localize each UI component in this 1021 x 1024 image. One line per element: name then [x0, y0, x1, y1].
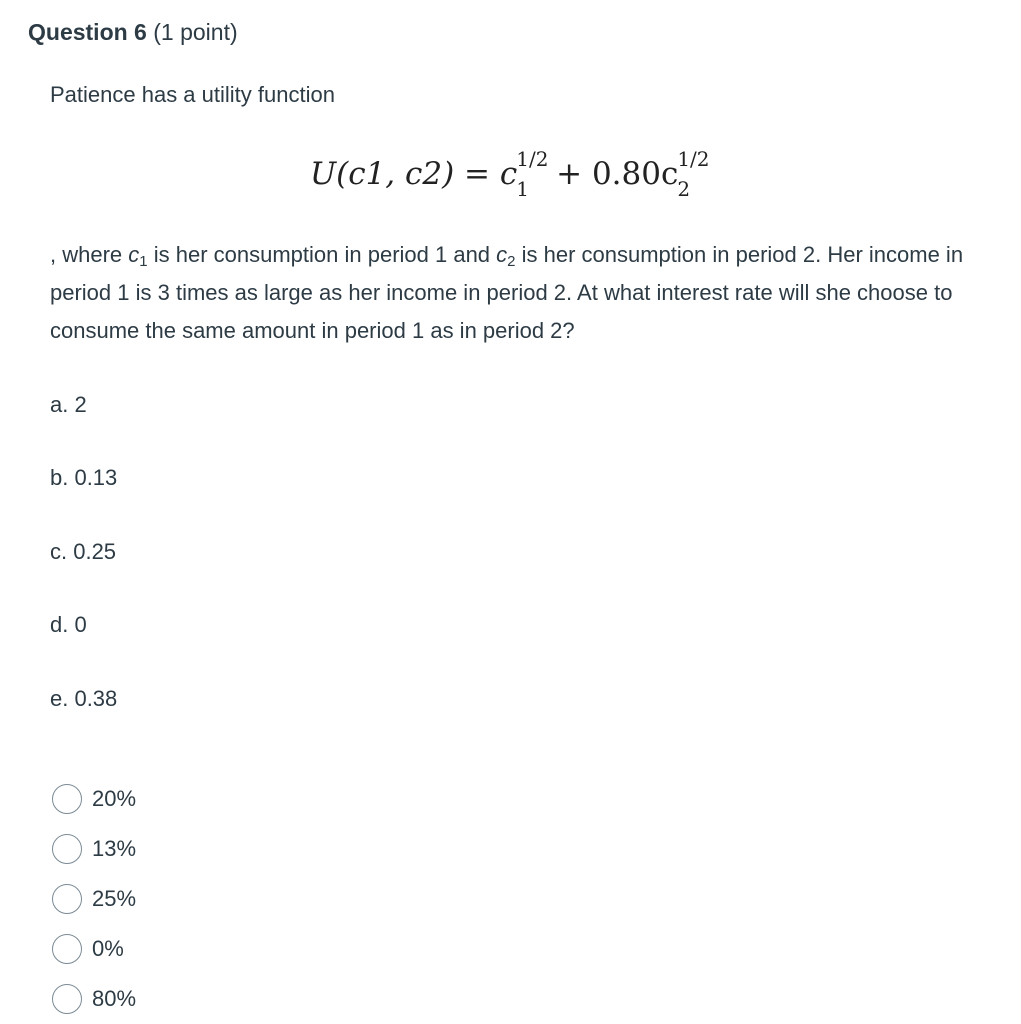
answer-option-80[interactable]	[52, 974, 136, 1024]
answer-option-20[interactable]	[52, 774, 136, 824]
answer-option-0[interactable]	[52, 924, 136, 974]
formula-term1-scripts	[516, 146, 549, 206]
answer-label: 0%	[92, 936, 124, 961]
formula-lhs: U(c1, c2) = c	[310, 156, 518, 192]
question-header	[28, 16, 238, 48]
question-intro: Patience has a utility function	[50, 82, 335, 107]
var-c2: $c_2$	[496, 242, 516, 270]
choice-b: b. 0.13	[50, 465, 118, 490]
question-body	[50, 236, 1000, 350]
answer-option-25[interactable]	[52, 874, 136, 924]
formula-subscript-1: 1	[516, 176, 529, 201]
choice-c: c. 0.25	[50, 539, 117, 564]
body-part3: is her consumption in period 2. Her income in period 1 is 3 times as large as her income in period 2. At what interest rate will she choose to consume the same amount in period 1 as in period 2?	[50, 242, 964, 343]
formula-exponent-2: 1/2	[677, 146, 710, 171]
question-title: Question 6	[28, 19, 147, 45]
answer-label: 25%	[92, 886, 137, 911]
radio-button[interactable]	[52, 984, 82, 1014]
radio-button[interactable]	[52, 884, 82, 914]
body-part2: is her consumption in period 1 and	[147, 242, 497, 267]
choice-e: e. 0.38	[50, 686, 118, 711]
body-lead: , where	[50, 242, 129, 267]
answer-options	[52, 774, 136, 1024]
radio-button[interactable]	[52, 834, 82, 864]
radio-button[interactable]	[52, 784, 82, 814]
formula-exponent-1: 1/2	[516, 146, 549, 171]
choice-a: a. 2	[50, 392, 87, 417]
utility-formula	[310, 144, 710, 206]
answer-label: 80%	[92, 986, 137, 1011]
answer-label: 20%	[92, 786, 137, 811]
choice-d: d. 0	[50, 612, 87, 637]
var-c1: $c_1$	[128, 242, 148, 270]
radio-button[interactable]	[52, 934, 82, 964]
answer-option-13[interactable]	[52, 824, 136, 874]
question-points: (1 point)	[153, 19, 238, 45]
formula-term2-scripts	[677, 146, 710, 206]
answer-label: 13%	[92, 836, 137, 861]
formula-middle: + 0.80c	[556, 156, 679, 192]
formula-subscript-2: 2	[677, 176, 691, 201]
